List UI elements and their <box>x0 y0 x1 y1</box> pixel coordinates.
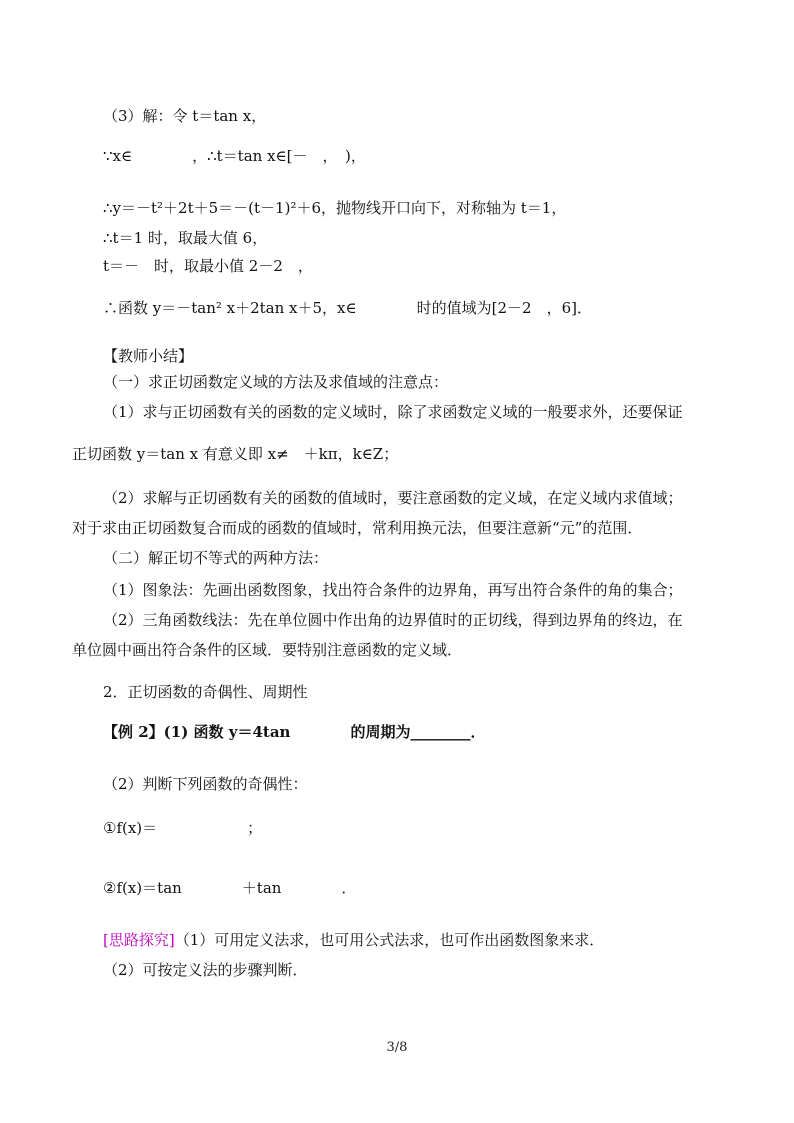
thinking-explore-text: （1）可用定义法求，也可用公式法求，也可作出函数图象来求． <box>174 931 605 949</box>
example-2-question-1: 【例 2】(1) 函数 y＝4tan 的周期为________． <box>103 723 486 741</box>
summary-point-2-cont: 对于求由正切函数复合而成的函数的值域时，常利用换元法，但要注意新“元”的范围． <box>72 519 643 537</box>
summary-part-2-heading: （二）解正切不等式的两种方法： <box>103 549 329 567</box>
thinking-explore-label: [思路探究] <box>103 931 175 949</box>
function-2: ②f(x)＝tan ＋tan ． <box>103 879 357 897</box>
solution-step-3: （3）解：令 t＝tan x， <box>103 107 267 125</box>
method-trig-line: （2）三角函数线法：先在单位圆中作出角的边界值时的正切线，得到边界角的终边，在 <box>103 611 683 629</box>
summary-part-1-heading: （一）求正切函数定义域的方法及求值域的注意点： <box>103 373 449 391</box>
function-1: ①f(x)＝ ； <box>103 819 263 837</box>
method-graph: （1）图象法：先画出函数图象，找出符合条件的边界角，再写出符合条件的角的集合； <box>103 581 683 599</box>
range-conclusion: ∴函数 y＝－tan² x＋2tan x＋5，x∈ 时的值域为[2－2 ，6]． <box>103 299 592 317</box>
page-number: 3/8 <box>386 1040 408 1055</box>
domain-statement: ∵x∈ ，∴t＝tan x∈[－ ， )， <box>103 147 366 165</box>
min-value-line: t＝－ 时，取最小值 2－2 ， <box>103 257 313 275</box>
summary-point-2: （2）求解与正切函数有关的函数的值域时，要注意函数的定义域，在定义域内求值域； <box>103 489 683 507</box>
max-value-line: ∴t＝1 时，取最大值 6， <box>103 229 268 247</box>
summary-point-1-cont: 正切函数 y＝tan x 有意义即 x≠ ＋kπ，k∈Z； <box>72 445 399 463</box>
summary-point-1: （1）求与正切函数有关的函数的定义域时，除了求函数定义域的一般要求外，还要保证 <box>103 403 683 421</box>
thinking-explore-step-2: （2）可按定义法的步骤判断． <box>103 961 308 979</box>
thinking-explore-line <box>103 930 604 950</box>
quadratic-transform: ∴y＝－t²＋2t＋5＝－(t－1)²＋6，抛物线开口向下，对称轴为 t＝1， <box>103 199 567 217</box>
example-2-question-2: （2）判断下列函数的奇偶性： <box>103 775 308 793</box>
teacher-summary-heading: 【教师小结】 <box>103 347 194 365</box>
section-2-heading: 2．正切函数的奇偶性、周期性 <box>103 683 308 701</box>
method-trig-line-cont: 单位圆中画出符合条件的区域．要特别注意函数的定义域． <box>72 641 463 659</box>
